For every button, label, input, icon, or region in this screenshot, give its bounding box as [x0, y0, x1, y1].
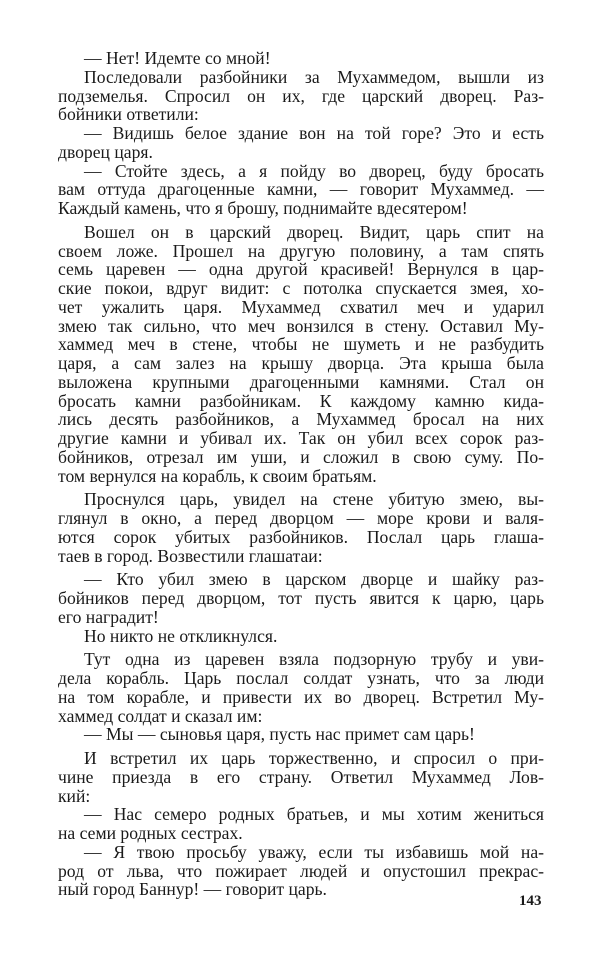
text-line: таев в город. Возвестили глашатаи:	[58, 545, 323, 566]
text-line: род от льва, что пожирает людей и опустошил прекрас-	[58, 860, 544, 881]
text-line: — Видишь белое здание вон на той горе? Это и есть	[84, 123, 544, 143]
paragraph	[58, 124, 544, 162]
text-line: Последовали разбойники за Мухаммедом, вышли из	[84, 66, 544, 87]
text-line: — Кто убил змею в царском дворце и шайку раз-	[84, 569, 544, 590]
text-line: Тут одна из царевен взяла подзорную трубу и уви-	[84, 649, 544, 670]
text-line: подземелья. Спросил он их, где царский дворец. Раз-	[58, 85, 544, 106]
paragraph	[58, 223, 544, 486]
text-line: лись десять разбойников, а Мухаммед бросал на них	[58, 409, 544, 430]
text-line: — Нет! Идемте со мной!	[84, 48, 271, 68]
text-line: царя, а сам залез на крышу дворца. Эта крыша была	[58, 353, 544, 373]
text-line: Проснулся царь, увидел на стене убитую змею, вы-	[84, 489, 544, 510]
paragraph	[58, 68, 544, 124]
text-line: — Стойте здесь, а я пойду во дворец, буду бросать	[84, 160, 544, 181]
text-line: бойники ответили:	[58, 104, 199, 125]
text-line: другие камни и убивал их. Так он убил всех сорок раз-	[58, 428, 544, 448]
text-line: чине приезда в его страну. Ответил Мухаммед Лов-	[58, 766, 544, 787]
text-line: бойников, отрезал им уши, и сложил в свою суму. По-	[58, 446, 544, 467]
text-line: кий:	[58, 785, 91, 806]
text-line: хаммед солдат и сказал им:	[58, 705, 263, 726]
text-line: ный город Баннур! — говорит царь.	[58, 879, 327, 900]
text-line: И встретил их царь торжественно, и спросил о при-	[84, 748, 544, 768]
text-line: дела корабль. Царь послал солдат узнать, что за люди	[58, 668, 544, 688]
paragraph	[58, 805, 544, 843]
text-line: своем ложе. Прошел на другую половину, а там спять	[58, 240, 544, 261]
text-line: — Я твою просьбу уважу, если ты избавишь мой на-	[84, 841, 544, 862]
paragraph	[58, 627, 544, 646]
text-line: хаммед меч в стене, чтобы не шуметь и не разбудить	[58, 334, 544, 355]
paragraph	[58, 490, 544, 565]
text-line: — Нас семеро родных братьев, и мы хотим жениться	[84, 804, 544, 825]
paragraph	[58, 725, 544, 744]
text-line: дворец царя.	[58, 141, 153, 162]
text-line: том вернулся на корабль, к своим братьям.	[58, 465, 377, 486]
text-line: змею так сильно, что меч вонзился в стену. Оставил Му-	[58, 315, 544, 336]
paragraph	[58, 570, 544, 626]
text-line: Каждый камень, что я брошу, поднимайте вдесятером!	[58, 198, 468, 218]
page-number: 143	[519, 893, 542, 909]
text-line: на том корабле, и привести их во дворец. Встретил Му-	[58, 686, 544, 707]
paragraph	[58, 749, 544, 805]
text-line: бросать камни разбойникам. К каждому камню кида-	[58, 390, 544, 411]
paragraph	[58, 162, 544, 218]
paragraph	[58, 49, 544, 68]
text-line: Вошел он в царский дворец. Видит, царь спит на	[84, 221, 544, 242]
text-line: бойников перед дворцом, тот пусть явится к царю, царь	[58, 588, 544, 608]
text-line: чет ужалить царя. Мухаммед схватил меч и ударил	[58, 296, 544, 317]
paragraph	[58, 843, 544, 899]
text-line: Но никто не откликнулся.	[84, 625, 278, 646]
text-line: вам оттуда драгоценные камни, — говорит Мухаммед. —	[58, 179, 544, 200]
page-body	[58, 49, 544, 899]
text-line: выложена крупными драгоценными камнями. Стал он	[58, 371, 544, 392]
text-line: — Мы — сыновья царя, пусть нас примет сам царь!	[84, 724, 475, 745]
text-line: ские покои, вдруг видит: с потолка спускается змея, хо-	[58, 278, 544, 298]
text-line: семь царевен — одна другой красивей! Вернулся в цар-	[58, 259, 544, 280]
text-line: на семи родных сестрах.	[58, 823, 243, 843]
paragraph	[58, 650, 544, 725]
text-line: глянул в окно, а перед дворцом — море крови и валя-	[58, 508, 544, 528]
text-line: его наградит!	[58, 606, 159, 627]
text-line: ются сорок убитых разбойников. Послал царь глаша-	[58, 526, 544, 547]
